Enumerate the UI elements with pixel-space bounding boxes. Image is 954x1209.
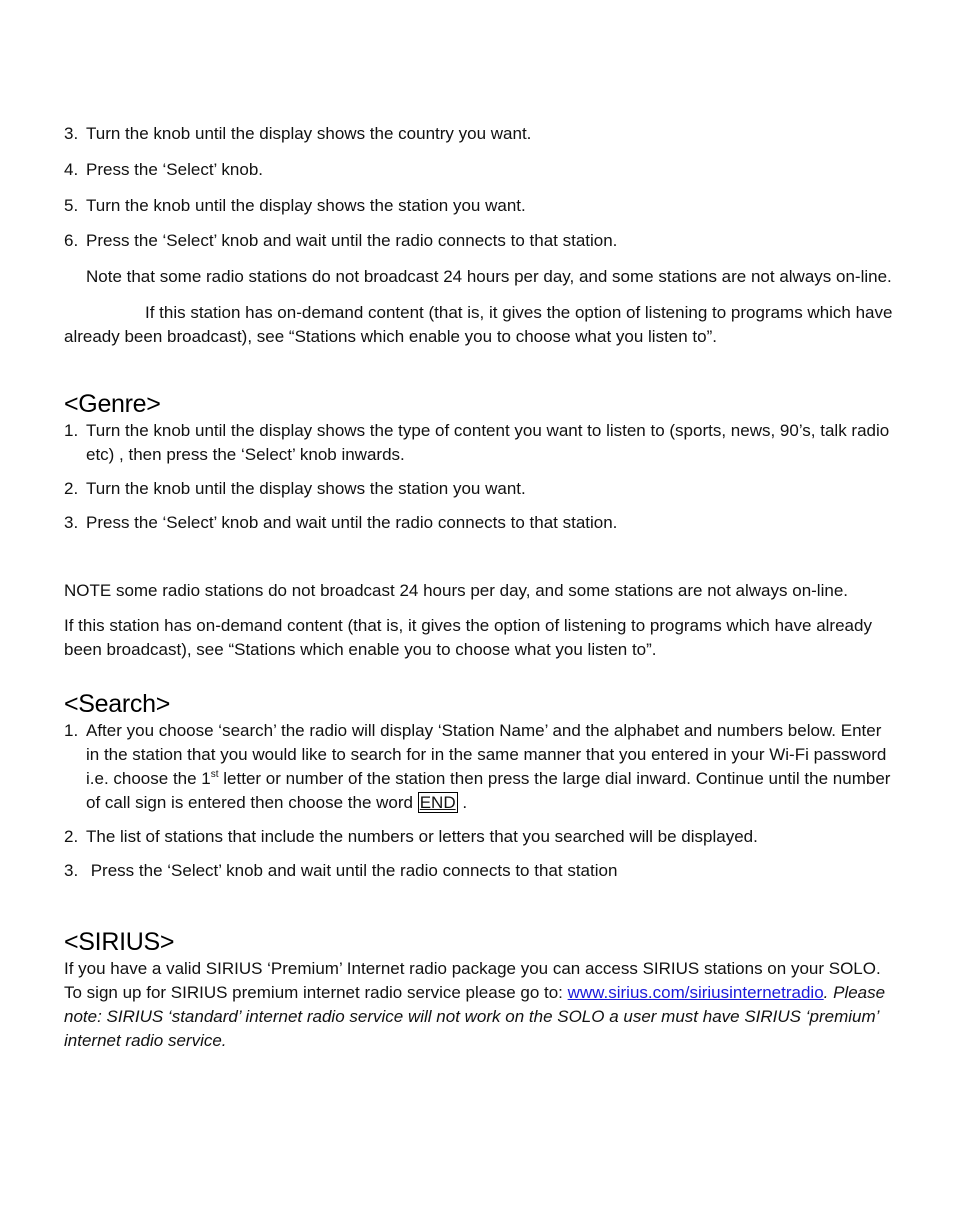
list-item bbox=[64, 859, 894, 883]
sirius-heading: <SIRIUS> bbox=[64, 928, 175, 956]
step-text: Turn the knob until the display shows the station you want. bbox=[86, 479, 526, 498]
step-text: Turn the knob until the display shows the type of content you want to listen to (sports, news, 90’s, talk radio etc) , then press the ‘Select’ knob inwards. bbox=[86, 421, 890, 464]
document-page bbox=[64, 122, 894, 1053]
step-text bbox=[86, 719, 894, 815]
step-text: Press the ‘Select’ knob and wait until the radio connects to that station. bbox=[86, 513, 618, 532]
step-number: 1. bbox=[64, 721, 79, 740]
country-note: Note that some radio stations do not broadcast 24 hours per day, and some stations are not always on-line. bbox=[86, 267, 892, 286]
step-number: 1. bbox=[64, 421, 79, 440]
step-text: Press the ‘Select’ knob and wait until the radio connects to that station bbox=[86, 861, 618, 880]
step-text: Turn the knob until the display shows the country you want. bbox=[86, 124, 532, 143]
step-text-part: . bbox=[457, 793, 468, 812]
end-word-box: END bbox=[419, 793, 456, 812]
search-steps bbox=[64, 719, 894, 883]
list-item bbox=[64, 194, 894, 218]
step-number: 2. bbox=[64, 827, 79, 846]
sirius-intro: If you have a valid SIRIUS ‘Premium’ Internet radio package you can access SIRIUS stations on your SOLO. To sign up for SIRIUS premium internet radio service please go to: bbox=[64, 959, 881, 1002]
genre-steps bbox=[64, 419, 894, 535]
list-item bbox=[64, 477, 894, 501]
step-text-part: After you choose ‘search’ the radio will display ‘Station Name’ and the alphabet and numbers below. Enter in the station that you would like to search for in the same manner that you entered in your Wi-Fi password i.e. choose the 1 bbox=[86, 721, 887, 788]
step-number: 4. bbox=[64, 160, 79, 179]
genre-heading: <Genre> bbox=[64, 390, 161, 418]
step-text: Press the ‘Select’ knob. bbox=[86, 160, 264, 179]
sirius-note: . Please note: SIRIUS ‘standard’ internet radio service will not work on the SOLO a user must have SIRIUS ‘premium’ internet radio service. bbox=[64, 983, 886, 1050]
sirius-link[interactable]: www.sirius.com/siriusinternetradio bbox=[567, 983, 824, 1002]
sirius-paragraph bbox=[64, 957, 894, 1053]
step-number: 2. bbox=[64, 479, 79, 498]
step-number: 5. bbox=[64, 196, 79, 215]
step-number: 6. bbox=[64, 231, 79, 250]
search-heading: <Search> bbox=[64, 690, 171, 718]
list-item bbox=[64, 229, 894, 253]
genre-note: NOTE some radio stations do not broadcast 24 hours per day, and some stations are not always on-line. bbox=[64, 581, 848, 600]
list-item bbox=[64, 419, 894, 467]
step-text: Press the ‘Select’ knob and wait until the radio connects to that station. bbox=[86, 231, 618, 250]
country-ondemand-text: If this station has on-demand content (that is, it gives the option of listening to programs which have already been broadcast), see “Stations which enable you to choose what you listen to”. bbox=[64, 303, 893, 346]
step-number: 3. bbox=[64, 861, 79, 880]
step-text: The list of stations that include the numbers or letters that you searched will be displayed. bbox=[86, 827, 758, 846]
list-item bbox=[64, 719, 894, 815]
genre-ondemand-text: If this station has on-demand content (that is, it gives the option of listening to programs which have already been broadcast), see “Stations which enable you to choose what you listen to”. bbox=[64, 616, 872, 659]
step-text-part: letter or number of the station then press the large dial inward. Continue until the number of call sign is entered then choose the word bbox=[86, 769, 891, 812]
step-text: Turn the knob until the display shows the station you want. bbox=[86, 196, 526, 215]
list-item bbox=[64, 122, 894, 146]
step-number: 3. bbox=[64, 513, 79, 532]
list-item bbox=[64, 511, 894, 535]
list-item bbox=[64, 158, 894, 182]
list-item bbox=[64, 825, 894, 849]
country-steps bbox=[64, 122, 894, 253]
ordinal-suffix: st bbox=[210, 769, 219, 780]
step-number: 3. bbox=[64, 124, 79, 143]
